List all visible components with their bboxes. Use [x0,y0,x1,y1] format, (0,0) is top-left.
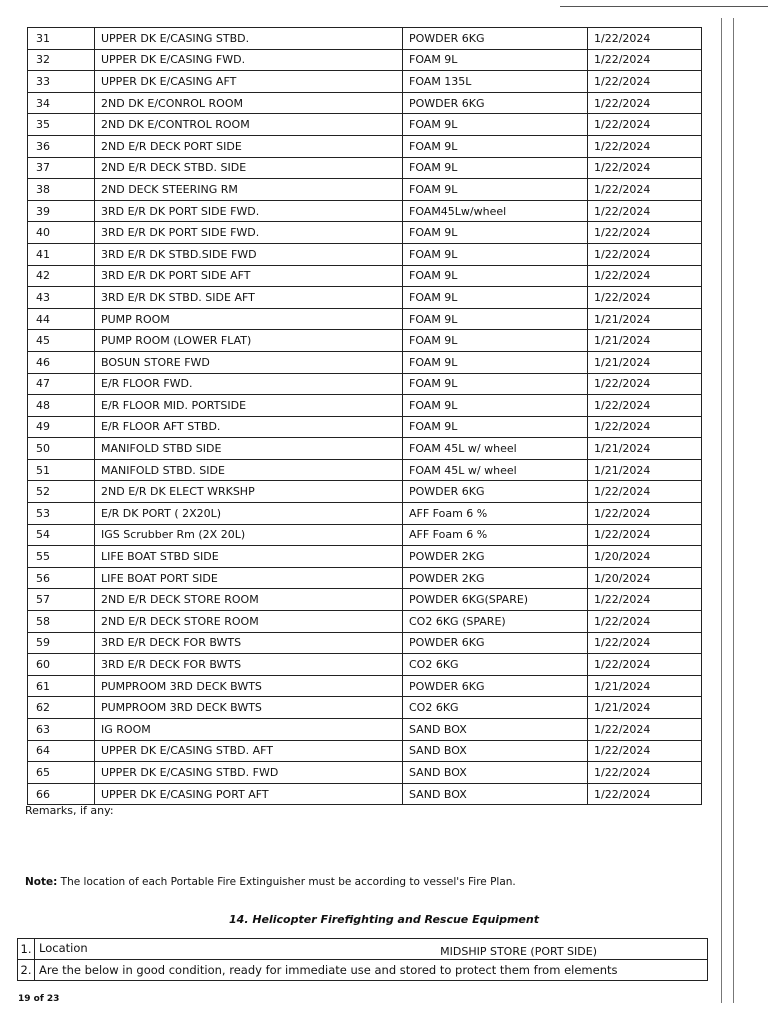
location-cell: 2ND DECK STEERING RM [95,179,403,201]
date-cell: 1/22/2024 [588,503,702,525]
date-cell: 1/22/2024 [588,481,702,503]
location-cell: PUMP ROOM [95,308,403,330]
table-row [28,222,702,244]
location-cell: E/R FLOOR FWD. [95,373,403,395]
extinguisher-type-cell: FOAM 135L [403,71,588,93]
extinguisher-type-cell: FOAM 9L [403,308,588,330]
location-cell: 2ND DK E/CONTROL ROOM [95,114,403,136]
date-cell: 1/21/2024 [588,351,702,373]
extinguisher-type-cell: POWDER 6KG [403,632,588,654]
row-number: 33 [28,71,95,93]
date-cell: 1/22/2024 [588,373,702,395]
row-number: 58 [28,611,95,633]
header-rule [560,6,768,7]
date-cell: 1/22/2024 [588,287,702,309]
row-number: 51 [28,459,95,481]
item-number: 2. [18,960,35,981]
date-cell: 1/22/2024 [588,243,702,265]
location-cell: 3RD E/R DECK FOR BWTS [95,654,403,676]
extinguisher-type-cell: POWDER 2KG [403,567,588,589]
location-cell: 2ND E/R DECK PORT SIDE [95,135,403,157]
extinguisher-type-cell: FOAM 45L w/ wheel [403,459,588,481]
extinguisher-type-cell: POWDER 6KG [403,28,588,50]
date-cell: 1/22/2024 [588,632,702,654]
date-cell: 1/22/2024 [588,719,702,741]
item-row-location [18,939,708,960]
row-number: 34 [28,92,95,114]
item-label: Location [39,940,88,955]
date-cell: 1/22/2024 [588,222,702,244]
location-cell: 3RD E/R DK PORT SIDE AFT [95,265,403,287]
date-cell: 1/22/2024 [588,416,702,438]
table-row [28,373,702,395]
row-number: 66 [28,783,95,805]
table-row [28,49,702,71]
location-cell: 2ND E/R DECK STBD. SIDE [95,157,403,179]
date-cell: 1/22/2024 [588,179,702,201]
row-number: 53 [28,503,95,525]
row-number: 41 [28,243,95,265]
location-cell: UPPER DK E/CASING STBD. [95,28,403,50]
margin-line-left [721,18,722,1003]
date-cell: 1/22/2024 [588,265,702,287]
date-cell: 1/21/2024 [588,330,702,352]
date-cell: 1/22/2024 [588,157,702,179]
extinguisher-type-cell: FOAM 9L [403,287,588,309]
location-cell: PUMP ROOM (LOWER FLAT) [95,330,403,352]
table-row [28,395,702,417]
extinguisher-type-cell: FOAM 9L [403,351,588,373]
extinguisher-type-cell: FOAM 9L [403,265,588,287]
table-row [28,611,702,633]
extinguisher-table [27,27,702,805]
table-row [28,675,702,697]
row-number: 50 [28,438,95,460]
location-cell: UPPER DK E/CASING PORT AFT [95,783,403,805]
page-number: 19 of 23 [18,994,60,1004]
location-cell: 3RD E/R DK PORT SIDE FWD. [95,200,403,222]
table-row [28,524,702,546]
date-cell: 1/22/2024 [588,589,702,611]
location-cell: UPPER DK E/CASING FWD. [95,49,403,71]
extinguisher-type-cell: AFF Foam 6 % [403,503,588,525]
table-row [28,308,702,330]
location-cell: LIFE BOAT PORT SIDE [95,567,403,589]
table-row [28,351,702,373]
table-row [28,200,702,222]
location-value: MIDSHIP STORE (PORT SIDE) [440,944,597,958]
extinguisher-type-cell: SAND BOX [403,783,588,805]
row-number: 49 [28,416,95,438]
date-cell: 1/22/2024 [588,92,702,114]
extinguisher-type-cell: CO2 6KG (SPARE) [403,611,588,633]
margin-line-right [733,18,734,1003]
item-row-condition [18,960,708,981]
row-number: 38 [28,179,95,201]
row-number: 46 [28,351,95,373]
row-number: 56 [28,567,95,589]
table-row [28,416,702,438]
location-cell: IGS Scrubber Rm (2X 20L) [95,524,403,546]
location-field [39,941,703,958]
extinguisher-type-cell: FOAM 9L [403,330,588,352]
extinguisher-type-cell: AFF Foam 6 % [403,524,588,546]
extinguisher-type-cell: FOAM 9L [403,222,588,244]
table-row [28,438,702,460]
location-cell: 3RD E/R DECK FOR BWTS [95,632,403,654]
row-number: 40 [28,222,95,244]
table-row [28,697,702,719]
extinguisher-type-cell: FOAM 9L [403,179,588,201]
location-cell: 2ND E/R DECK STORE ROOM [95,611,403,633]
date-cell: 1/22/2024 [588,395,702,417]
extinguisher-table-body [28,28,702,805]
table-row [28,459,702,481]
table-row [28,632,702,654]
remarks-label: Remarks, if any: [25,804,114,817]
table-row [28,265,702,287]
date-cell: 1/20/2024 [588,567,702,589]
date-cell: 1/21/2024 [588,697,702,719]
table-row [28,719,702,741]
section-title: 14. Helicopter Firefighting and Rescue Equipment [229,913,539,926]
row-number: 57 [28,589,95,611]
table-row [28,71,702,93]
extinguisher-type-cell: FOAM45Lw/wheel [403,200,588,222]
table-row [28,546,702,568]
row-number: 54 [28,524,95,546]
date-cell: 1/22/2024 [588,740,702,762]
location-cell: LIFE BOAT STBD SIDE [95,546,403,568]
extinguisher-type-cell: SAND BOX [403,762,588,784]
helicopter-equipment-table [17,938,708,981]
date-cell: 1/22/2024 [588,783,702,805]
row-number: 65 [28,762,95,784]
row-number: 59 [28,632,95,654]
row-number: 45 [28,330,95,352]
date-cell: 1/22/2024 [588,49,702,71]
extinguisher-type-cell: POWDER 6KG [403,675,588,697]
location-cell: PUMPROOM 3RD DECK BWTS [95,697,403,719]
row-number: 47 [28,373,95,395]
location-cell: PUMPROOM 3RD DECK BWTS [95,675,403,697]
extinguisher-type-cell: FOAM 9L [403,114,588,136]
table-row [28,481,702,503]
date-cell: 1/22/2024 [588,654,702,676]
location-cell: IG ROOM [95,719,403,741]
date-cell: 1/21/2024 [588,308,702,330]
extinguisher-type-cell: FOAM 9L [403,157,588,179]
extinguisher-type-cell: FOAM 9L [403,135,588,157]
row-number: 48 [28,395,95,417]
date-cell: 1/21/2024 [588,459,702,481]
table-row [28,330,702,352]
location-cell: 3RD E/R DK PORT SIDE FWD. [95,222,403,244]
extinguisher-type-cell: POWDER 6KG [403,92,588,114]
extinguisher-type-cell: POWDER 6KG(SPARE) [403,589,588,611]
date-cell: 1/21/2024 [588,438,702,460]
table-row [28,567,702,589]
location-cell: 3RD E/R DK STBD. SIDE AFT [95,287,403,309]
row-number: 39 [28,200,95,222]
extinguisher-type-cell: CO2 6KG [403,697,588,719]
date-cell: 1/22/2024 [588,28,702,50]
date-cell: 1/22/2024 [588,762,702,784]
table-row [28,740,702,762]
location-cell: MANIFOLD STBD SIDE [95,438,403,460]
extinguisher-type-cell: SAND BOX [403,740,588,762]
location-cell: UPPER DK E/CASING STBD. FWD [95,762,403,784]
date-cell: 1/22/2024 [588,114,702,136]
location-cell: 2ND DK E/CONROL ROOM [95,92,403,114]
row-number: 60 [28,654,95,676]
table-row [28,762,702,784]
extinguisher-type-cell: CO2 6KG [403,654,588,676]
table-row [28,114,702,136]
row-number: 61 [28,675,95,697]
item-label: Are the below in good condition, ready for immediate use and stored to protect them from elements [35,960,708,981]
row-number: 36 [28,135,95,157]
extinguisher-type-cell: SAND BOX [403,719,588,741]
table-row [28,92,702,114]
date-cell: 1/21/2024 [588,675,702,697]
row-number: 63 [28,719,95,741]
row-number: 32 [28,49,95,71]
location-cell: E/R FLOOR MID. PORTSIDE [95,395,403,417]
location-cell: UPPER DK E/CASING AFT [95,71,403,93]
row-number: 64 [28,740,95,762]
date-cell: 1/22/2024 [588,71,702,93]
note [25,876,516,888]
extinguisher-type-cell: FOAM 9L [403,49,588,71]
row-number: 52 [28,481,95,503]
date-cell: 1/22/2024 [588,611,702,633]
row-number: 43 [28,287,95,309]
row-number: 44 [28,308,95,330]
location-cell: 3RD E/R DK STBD.SIDE FWD [95,243,403,265]
table-row [28,28,702,50]
table-row [28,503,702,525]
extinguisher-type-cell: FOAM 9L [403,373,588,395]
table-row [28,783,702,805]
row-number: 42 [28,265,95,287]
item-cell [35,939,708,960]
table-row [28,287,702,309]
location-cell: UPPER DK E/CASING STBD. AFT [95,740,403,762]
location-cell: E/R FLOOR AFT STBD. [95,416,403,438]
table-row [28,135,702,157]
table-row [28,654,702,676]
row-number: 35 [28,114,95,136]
extinguisher-type-cell: POWDER 2KG [403,546,588,568]
extinguisher-type-cell: FOAM 9L [403,243,588,265]
table-row [28,179,702,201]
row-number: 31 [28,28,95,50]
date-cell: 1/22/2024 [588,524,702,546]
item-number: 1. [18,939,35,960]
date-cell: 1/22/2024 [588,200,702,222]
location-cell: 2ND E/R DK ELECT WRKSHP [95,481,403,503]
table-row [28,157,702,179]
table-row [28,589,702,611]
location-cell: E/R DK PORT ( 2X20L) [95,503,403,525]
note-label: Note: [25,876,58,888]
location-cell: BOSUN STORE FWD [95,351,403,373]
extinguisher-type-cell: FOAM 45L w/ wheel [403,438,588,460]
extinguisher-type-cell: POWDER 6KG [403,481,588,503]
row-number: 62 [28,697,95,719]
note-text: The location of each Portable Fire Extinguisher must be according to vessel's Fire Plan. [57,876,516,888]
location-cell: MANIFOLD STBD. SIDE [95,459,403,481]
extinguisher-type-cell: FOAM 9L [403,395,588,417]
date-cell: 1/22/2024 [588,135,702,157]
date-cell: 1/20/2024 [588,546,702,568]
extinguisher-type-cell: FOAM 9L [403,416,588,438]
table-row [28,243,702,265]
location-cell: 2ND E/R DECK STORE ROOM [95,589,403,611]
row-number: 37 [28,157,95,179]
row-number: 55 [28,546,95,568]
